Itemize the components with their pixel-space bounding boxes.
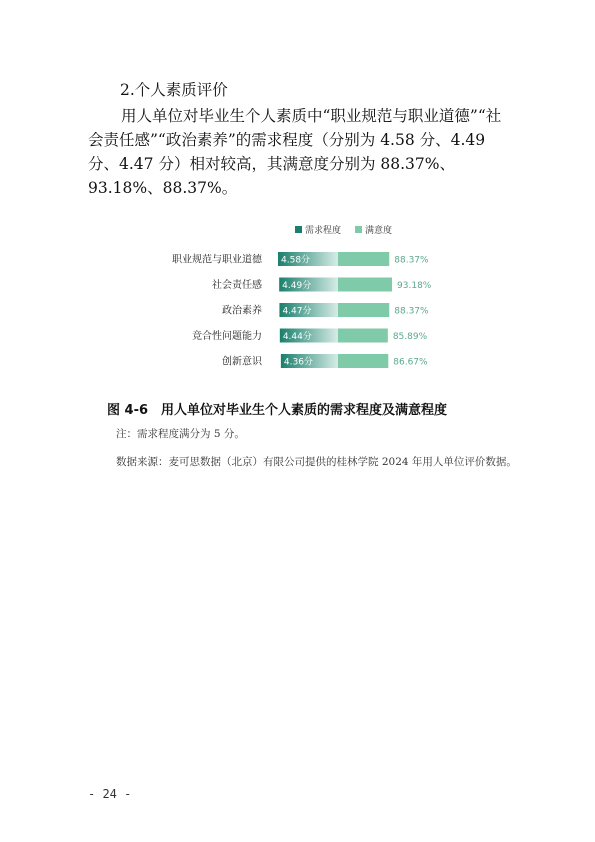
satisfaction-bar	[338, 252, 389, 266]
satisfaction-value-label: 88.37%	[394, 306, 429, 317]
satisfaction-value-label: 88.37%	[394, 255, 429, 266]
demand-value-label: 4.49分	[282, 281, 312, 291]
legend-demand	[295, 223, 341, 236]
legend-satisfaction-swatch	[355, 226, 362, 233]
satisfaction-value-label: 93.18%	[397, 281, 432, 291]
legend-satisfaction-label: 满意度	[365, 226, 393, 236]
demand-value-label: 4.36分	[283, 357, 313, 368]
legend-satisfaction	[355, 223, 392, 236]
page-number: - 24 -	[88, 787, 132, 801]
satisfaction-value-label: 86.67%	[393, 357, 428, 368]
demand-value-label: 4.44分	[282, 332, 312, 342]
category-label: 社会责任感	[212, 280, 262, 291]
satisfaction-bar	[338, 329, 388, 343]
satisfaction-bar	[338, 354, 388, 368]
section-heading: 2.个人素质评价	[120, 81, 228, 99]
category-label: 竞合性问题能力	[192, 331, 262, 342]
data-source: 数据来源：麦可思数据（北京）有限公司提供的桂林学院 2024 年用人单位评价数据。	[116, 456, 517, 468]
demand-value-label: 4.58分	[281, 255, 311, 266]
figure-caption: 图 4-6 用人单位对毕业生个人素质的需求程度及满意程度	[107, 403, 448, 418]
legend-demand-swatch	[295, 226, 302, 233]
chart-plot	[120, 220, 480, 385]
figure-note: 注：需求程度满分为 5 分。	[116, 428, 245, 440]
category-label: 职业规范与职业道德	[172, 254, 262, 266]
satisfaction-bar	[338, 303, 389, 317]
body-paragraph: 用人单位对毕业生个人素质中“职业规范与职业道德”“社会责任感”“政治素养”的需求程度（分别为 4.58 分、4.49 分、4.47 分）相对较高，其满意度分别为 88.37%、93.18%、88.37%。	[88, 107, 502, 197]
demand-value-label: 4.47分	[282, 306, 312, 317]
chart-legend	[295, 223, 392, 236]
chart	[120, 220, 480, 385]
satisfaction-value-label: 85.89%	[392, 332, 428, 342]
legend-demand-label: 需求程度	[305, 226, 342, 236]
satisfaction-bar	[338, 278, 392, 292]
category-label: 创新意识	[222, 356, 262, 368]
category-label: 政治素养	[222, 305, 262, 317]
